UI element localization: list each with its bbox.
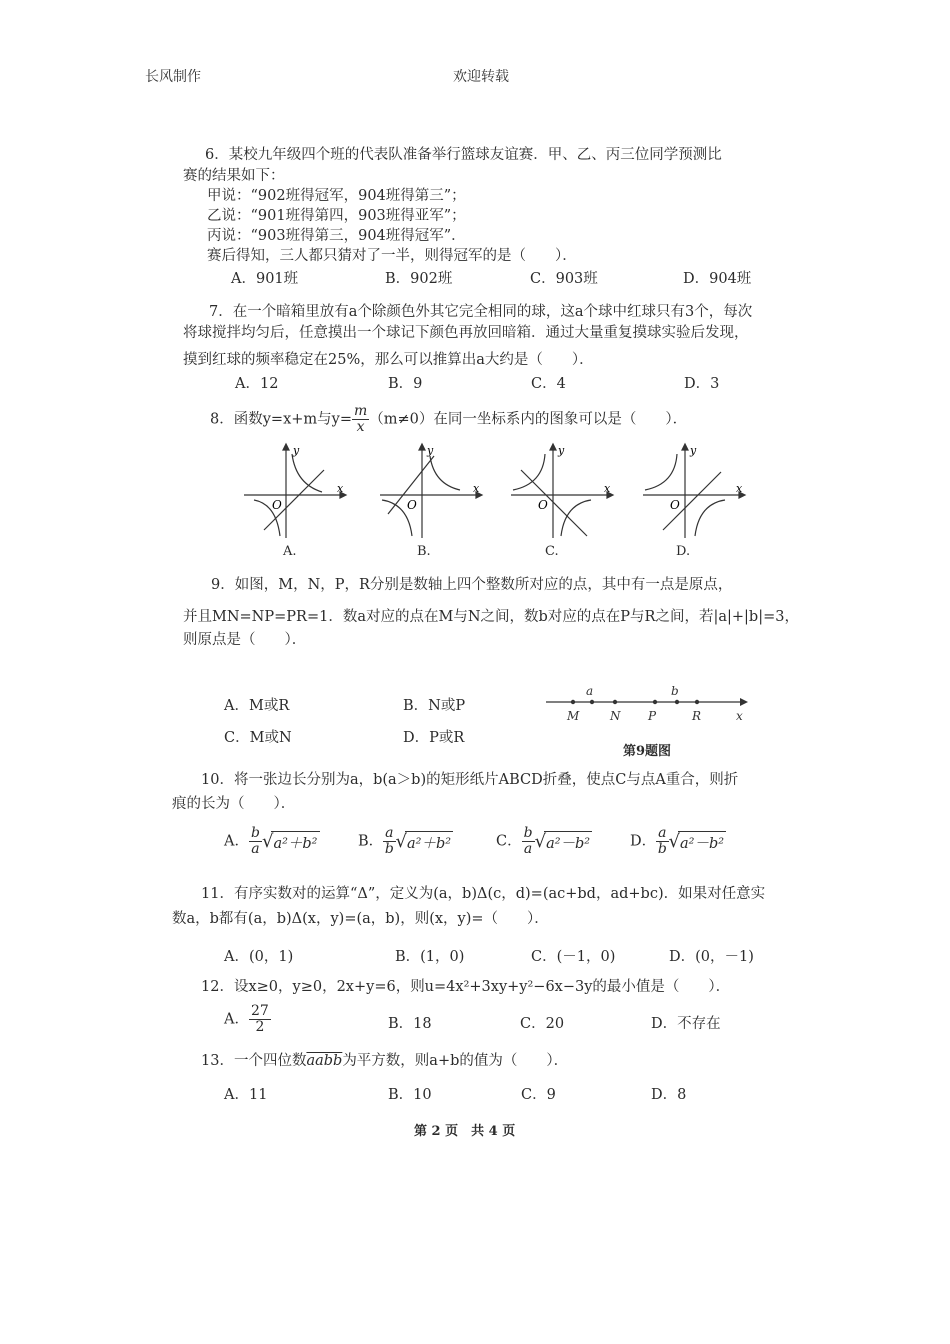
q10-line: 痕的长为（ ）． xyxy=(172,796,296,812)
q8a-y-label: y xyxy=(293,444,300,457)
q8d-origin: O xyxy=(670,498,680,512)
q9-line: 则原点是（ ）． xyxy=(183,632,307,648)
q10-radicand: a²＋b² xyxy=(405,831,453,853)
q12-frac-num: 27 xyxy=(250,1003,269,1019)
q6-option[interactable]: A．901班 xyxy=(231,271,299,287)
question-8-stem xyxy=(210,404,687,435)
q8b-y-label: y xyxy=(427,444,434,457)
q13-option[interactable]: D．8 xyxy=(651,1087,687,1103)
q12-option[interactable]: B．18 xyxy=(388,1016,432,1032)
q11-line: 数a，b都有(a，b)Δ(x，y)=(a，b)，则(x，y)=（ ）． xyxy=(172,911,549,927)
q12-option[interactable]: D．不存在 xyxy=(651,1016,721,1032)
q7-line: 7．在一个暗箱里放有a个除颜色外其它完全相同的球，这a个球中红球只有3个，每次 xyxy=(209,304,753,320)
q10-radicand: a²＋b² xyxy=(271,831,319,853)
q10-frac-num: b xyxy=(523,825,533,841)
q9-option[interactable]: D．P或R xyxy=(403,730,465,746)
q9-point-R: R xyxy=(692,709,702,723)
q13-option[interactable]: B．10 xyxy=(388,1087,432,1103)
q6-option[interactable]: D．904班 xyxy=(683,271,752,287)
q7-option[interactable]: A．12 xyxy=(235,376,279,392)
q11-option[interactable]: C．(－1，0) xyxy=(531,949,616,965)
q6-option[interactable]: C．903班 xyxy=(530,271,598,287)
q7-option[interactable]: D．3 xyxy=(684,376,720,392)
q10-frac-den: a xyxy=(251,841,260,857)
q10-option-label: B． xyxy=(358,833,384,850)
q8-graph-c-label[interactable]: C. xyxy=(545,544,559,559)
sqrt-icon: √ xyxy=(534,831,547,852)
q10-option-label: A． xyxy=(224,833,249,850)
q10-option-fraction xyxy=(522,826,535,857)
q8-graph-d-label[interactable]: D. xyxy=(676,544,691,559)
q10-option-label: D． xyxy=(630,833,657,850)
q8-graph-b[interactable] xyxy=(374,440,486,545)
q8c-origin: O xyxy=(538,498,548,512)
q6-line: 甲说：“902班得冠军，904班得第三”； xyxy=(207,188,466,204)
q8-frac-num: m xyxy=(353,403,368,419)
q12-option-label: A． xyxy=(224,1011,249,1028)
sqrt-icon: √ xyxy=(668,831,680,852)
q9-line: 9．如图，M，N，P，R分别是数轴上四个整数所对应的点，其中有一点是原点， xyxy=(211,577,733,593)
q11-line: 11．有序实数对的运算“Δ”，定义为(a，b)Δ(c，d)=(ac+bd，ad+bc)．如果对任意实 xyxy=(201,886,766,902)
q8-graph-c[interactable] xyxy=(505,440,617,545)
q6-line: 赛的结果如下： xyxy=(183,168,285,184)
header-left: 长风制作 xyxy=(145,69,201,85)
q10-option-fraction xyxy=(383,826,395,857)
q7-line: 摸到红球的频率稳定在25%，那么可以推算出a大约是（ ）． xyxy=(183,352,594,368)
q8a-origin: O xyxy=(272,498,282,512)
q7-option[interactable]: B．9 xyxy=(388,376,423,392)
q7-line: 将球搅拌均匀后，任意摸出一个球记下颜色再放回暗箱．通过大量重复摸球实验后发现， xyxy=(183,325,749,341)
sqrt-icon: √ xyxy=(395,831,407,852)
q8d-y-label: y xyxy=(690,444,697,457)
q6-line: 6．某校九年级四个班的代表队准备举行篮球友谊赛．甲、乙、丙三位同学预测比 xyxy=(205,147,722,163)
q9-number-line xyxy=(540,680,755,728)
q11-option[interactable]: D．(0，－1) xyxy=(669,949,754,965)
sqrt-icon: √ xyxy=(261,831,274,852)
q8-frac-den: x xyxy=(356,419,365,435)
q10-line: 10．将一张边长分别为a，b(a＞b)的矩形纸片ABCD折叠，使点C与点A重合，则折 xyxy=(201,772,739,788)
q10-option-d[interactable] xyxy=(630,826,726,857)
q9-point-M: M xyxy=(567,709,580,723)
q9-point-a: a xyxy=(586,684,594,698)
q13-line xyxy=(201,1051,568,1071)
q13-overline-number: aabb xyxy=(306,1053,343,1069)
q7-option[interactable]: C．4 xyxy=(531,376,566,392)
q11-option[interactable]: A．(0，1) xyxy=(224,949,294,965)
q9-line: 并且MN=NP=PR=1．数a对应的点在M与N之间，数b对应的点在P与R之间，若|a|+|b|=3， xyxy=(183,609,799,625)
q10-option-c[interactable] xyxy=(496,826,592,857)
q9-option[interactable]: C．M或N xyxy=(224,730,292,746)
q12-line: 12．设x≥0，y≥0，2x+y=6，则u=4x²+3xy+y²−6x−3y的最小值是（ ）． xyxy=(201,979,731,995)
q13-suffix: 为平方数，则a+b的值为（ ）． xyxy=(342,1053,569,1069)
q9-axis-x: x xyxy=(736,709,743,723)
q6-line: 乙说：“901班得第四，903班得亚军”； xyxy=(207,208,466,224)
q8-suffix: （m≠0）在同一坐标系内的图象可以是（ ）． xyxy=(369,411,688,428)
q9-point-N: N xyxy=(610,709,621,723)
q8b-origin: O xyxy=(407,498,417,512)
q10-radicand: a²－b² xyxy=(544,831,592,853)
q10-option-b[interactable] xyxy=(358,826,453,857)
q10-frac-den: a xyxy=(523,841,533,857)
page-number: 第 2 页 共 4 页 xyxy=(414,1124,516,1139)
q9-figure-caption: 第9题图 xyxy=(623,744,672,759)
q8a-x-label: x xyxy=(337,482,344,495)
q10-frac-num: a xyxy=(658,825,667,841)
q10-option-a[interactable] xyxy=(224,826,320,857)
q8-fraction xyxy=(352,404,369,435)
q6-option[interactable]: B．902班 xyxy=(385,271,453,287)
q8c-y-label: y xyxy=(558,444,565,457)
q12-option-a[interactable] xyxy=(224,1004,271,1035)
q8d-x-label: x xyxy=(736,482,743,495)
q12-option[interactable]: C．20 xyxy=(520,1016,565,1032)
q8c-x-label: x xyxy=(604,482,611,495)
header-center: 欢迎转载 xyxy=(453,69,509,85)
q13-prefix: 13．一个四位数 xyxy=(201,1053,307,1069)
q8-prefix: 8．函数y=x+m与y= xyxy=(210,411,352,428)
q10-option-label: C． xyxy=(496,833,522,850)
q11-option[interactable]: B．(1，0) xyxy=(395,949,465,965)
q10-frac-den: b xyxy=(657,841,667,857)
q9-option[interactable]: A．M或R xyxy=(224,698,290,714)
q8b-x-label: x xyxy=(473,482,480,495)
q6-line: 赛后得知，三人都只猜对了一半，则得冠军的是（ ）． xyxy=(207,248,577,264)
q10-radicand: a²－b² xyxy=(678,831,726,853)
q10-frac-den: b xyxy=(384,841,394,857)
q6-line: 丙说：“903班得第三，904班得冠军”． xyxy=(207,228,466,244)
q13-option[interactable]: C．9 xyxy=(521,1087,556,1103)
q9-point-b: b xyxy=(671,684,679,698)
q8-graph-b-label[interactable]: B. xyxy=(417,544,431,559)
q8-graph-a-label[interactable]: A. xyxy=(283,544,297,559)
q8-graph-a[interactable] xyxy=(238,440,350,545)
q9-point-P: P xyxy=(648,709,657,723)
q9-option[interactable]: B．N或P xyxy=(403,698,466,714)
q10-option-fraction xyxy=(249,826,262,857)
q12-frac-den: 2 xyxy=(255,1019,265,1035)
q10-option-fraction xyxy=(656,826,668,857)
q10-frac-num: a xyxy=(385,825,394,841)
q8-graph-d[interactable] xyxy=(637,440,749,545)
q10-frac-num: b xyxy=(250,825,260,841)
q12-fraction xyxy=(249,1004,271,1035)
q13-option[interactable]: A．11 xyxy=(224,1087,268,1103)
